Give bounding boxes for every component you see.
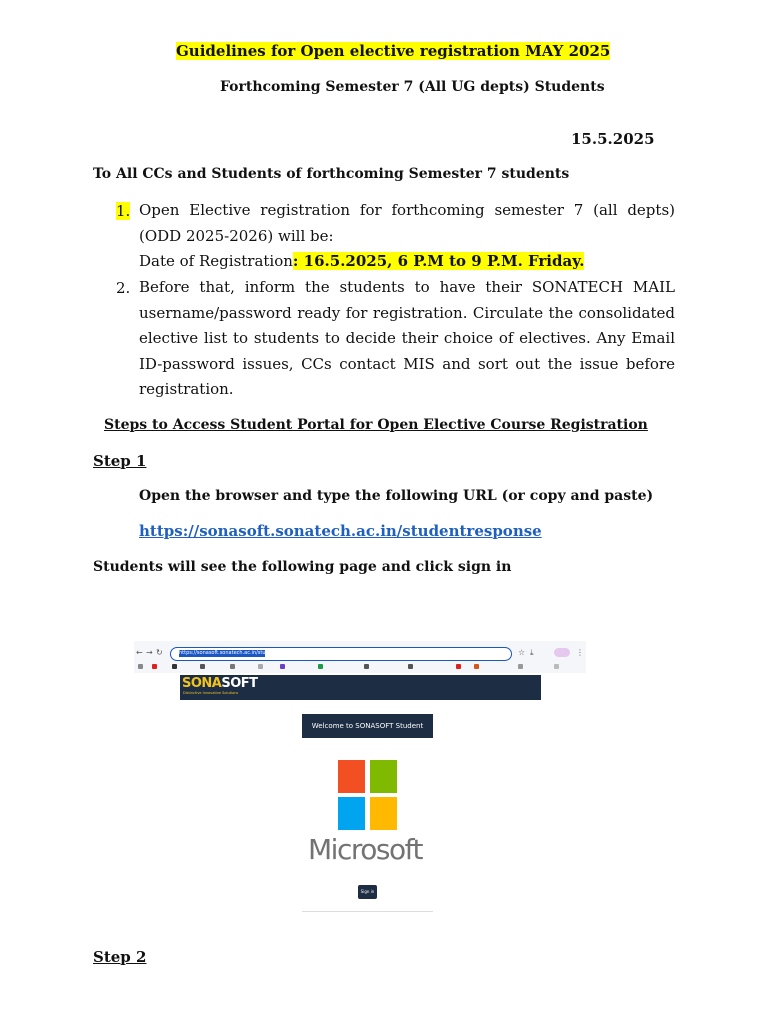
list-number-2: 2. (116, 279, 131, 297)
microsoft-wordmark: Microsoft (308, 833, 422, 866)
sonasoft-banner (180, 675, 541, 700)
divider (302, 911, 433, 912)
bookmark-item[interactable] (474, 663, 481, 669)
back-icon[interactable]: ← (136, 648, 143, 657)
browser-toolbar (134, 641, 586, 673)
bookmark-item[interactable] (518, 663, 525, 669)
welcome-header: Welcome to SONASOFT Student Portal (302, 714, 433, 738)
logo-tagline: Distinctive Innovative Solutions (183, 691, 239, 695)
portal-screenshot (134, 641, 586, 915)
to-line: To All CCs and Students of forthcoming Semester 7 students (93, 166, 570, 182)
bookmark-item[interactable] (230, 663, 237, 669)
list-item-1-text: Open Elective registration for forthcoming semester 7 (all depts) (ODD 2025-2026) will be: (139, 201, 675, 245)
bookmark-item[interactable] (408, 663, 415, 669)
bookmark-item[interactable] (364, 663, 371, 669)
address-bar[interactable] (170, 647, 512, 661)
document-title: Guidelines for Open elective registration MAY 2025 (176, 42, 611, 60)
all-bookmarks-icon[interactable] (554, 663, 561, 669)
bookmark-item[interactable] (280, 663, 287, 669)
bookmark-item[interactable] (200, 663, 207, 669)
apps-icon[interactable] (138, 663, 145, 669)
bookmark-item[interactable] (258, 663, 265, 669)
student-portal-url-link[interactable]: https://sonasoft.sonatech.ac.in/studentresponse (139, 522, 542, 540)
star-icon[interactable]: ☆ (518, 648, 526, 657)
bookmark-item[interactable] (318, 663, 325, 669)
registration-date-line (139, 252, 584, 270)
bookmark-youtube-icon[interactable] (152, 663, 159, 669)
menu-icon[interactable]: ⋮ (576, 648, 584, 657)
steps-heading: Steps to Access Student Portal for Open Elective Course Registration (104, 417, 648, 433)
microsoft-logo-icon (338, 760, 397, 830)
bookmark-item[interactable] (172, 663, 179, 669)
forward-icon[interactable]: → (146, 648, 153, 657)
list-item-2-text: Before that, inform the students to have their SONATECH MAIL username/password ready for registration. Circulate the consolidated elective list to students to decide their choice of electives. Any Email ID-password issues, CCs contact MIS and sort out the issue before registration. (139, 278, 675, 398)
list-number-1: 1. (116, 202, 131, 220)
sign-in-button[interactable]: Sign in (358, 885, 377, 899)
registration-date-value: : 16.5.2025, 6 P.M to 9 P.M. Friday. (292, 252, 585, 270)
address-text: https://sonasoft.sonatech.ac.in/studentresponse (179, 650, 300, 656)
document-date: 15.5.2025 (571, 130, 655, 148)
step1-after-text: Students will see the following page and click sign in (93, 559, 512, 575)
registration-date-label: Date of Registration (139, 252, 293, 270)
download-icon[interactable]: ⤓ (530, 648, 534, 657)
document-subtitle: Forthcoming Semester 7 (All UG depts) Students (220, 79, 605, 95)
sonasoft-logo: SONASOFT Distinctive Innovative Solutions (182, 676, 235, 698)
profile-icon[interactable] (554, 648, 570, 657)
step1-heading: Step 1 (93, 452, 147, 470)
step2-heading: Step 2 (93, 948, 147, 966)
bookmark-item[interactable] (456, 663, 463, 669)
reload-icon[interactable]: ↻ (156, 648, 163, 657)
step1-instruction: Open the browser and type the following URL (or copy and paste) (139, 488, 654, 504)
